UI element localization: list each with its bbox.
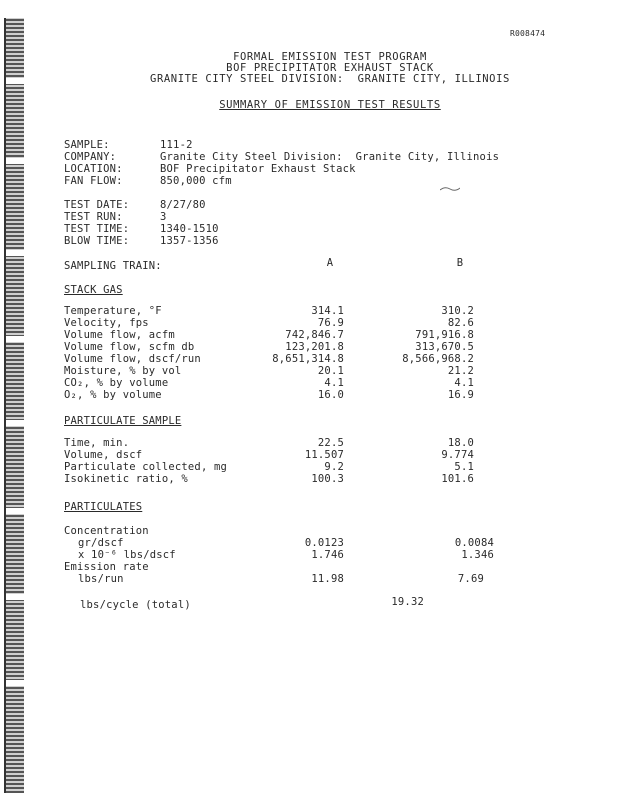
value-a: 4.1: [324, 377, 344, 389]
value-b: 101.6: [441, 473, 474, 485]
value-b: 310.2: [441, 305, 474, 317]
info-label-fan-flow: FAN FLOW:: [64, 175, 123, 187]
section-title: SUMMARY OF EMISSION TEST RESULTS: [219, 99, 441, 111]
row-label: O₂, % by volume: [64, 389, 162, 401]
total-value: 19.32: [391, 596, 424, 608]
header-line-2: BOF PRECIPITATOR EXHAUST STACK: [226, 62, 434, 74]
total-label: lbs/cycle (total): [80, 599, 191, 611]
test-value-time: 1340-1510: [160, 223, 219, 235]
value-b: 8,566,968.2: [402, 353, 474, 365]
value-b: 82.6: [447, 317, 474, 329]
info-value-location: BOF Precipitator Exhaust Stack: [160, 163, 356, 175]
info-label-sample: SAMPLE:: [64, 139, 110, 151]
sampling-train-label: SAMPLING TRAIN:: [64, 260, 162, 272]
info-value-sample: 111-2: [160, 139, 193, 151]
info-value-company: Granite City Steel Division: Granite City, Illinois: [160, 151, 500, 163]
info-label-company: COMPANY:: [64, 151, 117, 163]
value-b: 7.69: [457, 573, 484, 585]
value-a: 11.507: [304, 449, 344, 461]
row-label: Volume, dscf: [64, 449, 143, 461]
value-a: 123,201.8: [285, 341, 344, 353]
value-b: 5.1: [454, 461, 474, 473]
document-id: R008474: [510, 29, 546, 38]
value-b: 0.0084: [454, 537, 494, 549]
test-value-date: 8/27/80: [160, 199, 206, 211]
particulate-sample-title: PARTICULATE SAMPLE: [64, 415, 182, 427]
value-b: 313,670.5: [415, 341, 474, 353]
test-value-blow-time: 1357-1356: [160, 235, 219, 247]
value-b: 16.9: [447, 389, 474, 401]
column-a-header: A: [326, 257, 334, 269]
value-b: 18.0: [447, 437, 474, 449]
value-a: 16.0: [317, 389, 344, 401]
row-label: Temperature, °F: [64, 305, 162, 317]
value-a: 9.2: [324, 461, 344, 473]
binder-edge: [4, 18, 24, 793]
row-label: Velocity, fps: [64, 317, 149, 329]
info-value-fan-flow: 850,000 cfm: [160, 175, 232, 187]
pen-mark: [440, 186, 460, 192]
value-b: 1.346: [461, 549, 494, 561]
row-label: Moisture, % by vol: [64, 365, 182, 377]
test-label-time: TEST TIME:: [64, 223, 130, 235]
value-a: 1.746: [311, 549, 344, 561]
value-a: 22.5: [317, 437, 344, 449]
row-label: x 10⁻⁶ lbs/dscf: [78, 549, 176, 561]
row-label: Isokinetic ratio, %: [64, 473, 188, 485]
value-a: 314.1: [311, 305, 344, 317]
row-label: Volume flow, dscf/run: [64, 353, 201, 365]
particulates-title: PARTICULATES: [64, 501, 143, 513]
test-value-run: 3: [160, 211, 167, 223]
header-line-1: FORMAL EMISSION TEST PROGRAM: [233, 51, 427, 63]
value-a: 0.0123: [304, 537, 344, 549]
info-label-location: LOCATION:: [64, 163, 123, 175]
header-line-3: GRANITE CITY STEEL DIVISION: GRANITE CITY, ILLINOIS: [150, 73, 510, 85]
stack-gas-title: STACK GAS: [64, 284, 123, 296]
value-a: 8,651,314.8: [272, 353, 344, 365]
row-label: Volume flow, scfm db: [64, 341, 195, 353]
value-a: 100.3: [311, 473, 344, 485]
value-a: 76.9: [317, 317, 344, 329]
row-label: Time, min.: [64, 437, 130, 449]
row-label: Volume flow, acfm: [64, 329, 175, 341]
column-b-header: B: [456, 257, 464, 269]
value-a: 20.1: [317, 365, 344, 377]
test-label-date: TEST DATE:: [64, 199, 130, 211]
row-label: Particulate collected, mg: [64, 461, 228, 473]
emission-rate-label: Emission rate: [64, 561, 149, 573]
test-label-blow-time: BLOW TIME:: [64, 235, 130, 247]
row-label: gr/dscf: [78, 537, 124, 549]
test-label-run: TEST RUN:: [64, 211, 123, 223]
value-a: 742,846.7: [285, 329, 344, 341]
row-label: lbs/run: [78, 573, 124, 585]
concentration-label: Concentration: [64, 525, 149, 537]
value-b: 4.1: [454, 377, 474, 389]
value-b: 9.774: [441, 449, 474, 461]
value-b: 791,916.8: [415, 329, 474, 341]
value-b: 21.2: [447, 365, 474, 377]
value-a: 11.98: [311, 573, 344, 585]
row-label: CO₂, % by volume: [64, 377, 169, 389]
